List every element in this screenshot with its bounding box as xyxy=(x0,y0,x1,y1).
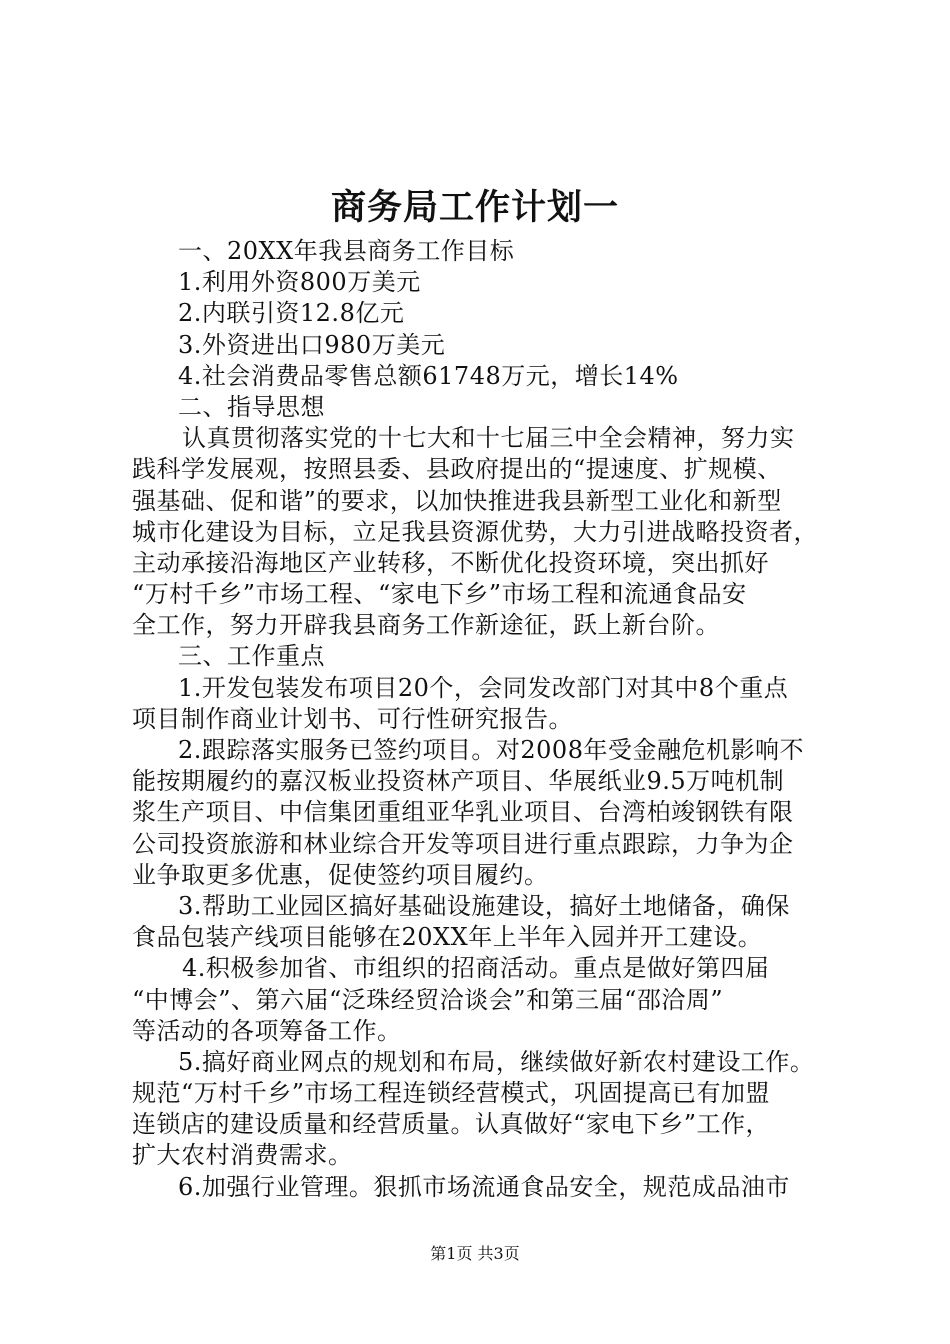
priority-item-1: 1.开发包装发布项目20个，会同发改部门对其中8个重点 xyxy=(178,673,789,702)
paragraph-line: 项目制作商业计划书、可行性研究报告。 xyxy=(132,704,573,733)
paragraph-line: 扩大农村消费需求。 xyxy=(132,1141,353,1170)
goal-item-1: 1.利用外资800万美元 xyxy=(178,268,421,297)
priority-item-2: 2.跟踪落实服务已签约项目。对2008年受金融危机影响不 xyxy=(178,736,804,764)
priority-item-6: 6.加强行业管理。狠抓市场流通食品安全，规范成品油市 xyxy=(178,1172,790,1201)
document-title: 商务局工作计划一 xyxy=(330,187,619,228)
paragraph-line: 认真贯彻落实党的十七大和十七届三中全会精神，努力实 xyxy=(182,424,795,453)
paragraph-line: 全工作，努力开辟我县商务工作新途征，跃上新台阶。 xyxy=(132,611,720,640)
paragraph-line: 公司投资旅游和林业综合开发等项目进行重点跟踪，力争为企 xyxy=(132,829,794,858)
paragraph-line: 主动承接沿海地区产业转移，不断优化投资环境，突出抓好 xyxy=(132,548,769,577)
goal-item-3: 3.外资进出口980万美元 xyxy=(178,330,446,359)
section-heading-goals: 一、20XX年我县商务工作目标 xyxy=(178,237,515,265)
document-body xyxy=(132,236,832,1203)
paragraph-line: 践科学发展观，按照县委、县政府提出的“提速度、扩规模、 xyxy=(132,455,782,484)
paragraph-line: 浆生产项目、中信集团重组亚华乳业项目、台湾柏竣钢铁有限 xyxy=(132,798,794,827)
page-footer: 第1页 共3页 xyxy=(430,1244,520,1263)
paragraph-line: 连锁店的建设质量和经营质量。认真做好“家电下乡”工作， xyxy=(132,1110,771,1139)
priority-item-3: 3.帮助工业园区搞好基础设施建设，搞好土地储备，确保 xyxy=(178,891,790,920)
paragraph-line: 城市化建设为目标，立足我县资源优势，大力引进战略投资者， xyxy=(132,517,818,546)
paragraph-line: “中博会”、第六届“泛珠经贸洽谈会”和第三届“邵洽周” xyxy=(132,985,724,1014)
paragraph-line: 业争取更多优惠，促使签约项目履约。 xyxy=(132,860,549,889)
section-heading-priorities: 三、工作重点 xyxy=(178,642,325,671)
goal-item-2: 2.内联引资12.8亿元 xyxy=(178,299,405,328)
priority-item-4: 4.积极参加省、市组织的招商活动。重点是做好第四届 xyxy=(182,954,770,983)
paragraph-line: 规范“万村千乡”市场工程连锁经营模式，巩固提高已有加盟 xyxy=(132,1079,771,1108)
paragraph-line: 等活动的各项筹备工作。 xyxy=(132,1016,402,1045)
paragraph-line: 能按期履约的嘉汉板业投资林产项目、华展纸业9.5万吨机制 xyxy=(132,767,785,796)
paragraph-line: “万村千乡”市场工程、“家电下乡”市场工程和流通食品安 xyxy=(132,580,747,609)
goal-item-4: 4.社会消费品零售总额61748万元，增长14% xyxy=(178,361,679,390)
section-heading-guidance: 二、指导思想 xyxy=(178,392,325,421)
priority-item-5: 5.搞好商业网点的规划和布局，继续做好新农村建设工作。 xyxy=(178,1047,815,1076)
paragraph-line: 强基础、促和谐”的要求，以加快推进我县新型工业化和新型 xyxy=(132,486,782,515)
paragraph-line: 食品包装产线项目能够在20XX年上半年入园并开工建设。 xyxy=(132,923,763,952)
